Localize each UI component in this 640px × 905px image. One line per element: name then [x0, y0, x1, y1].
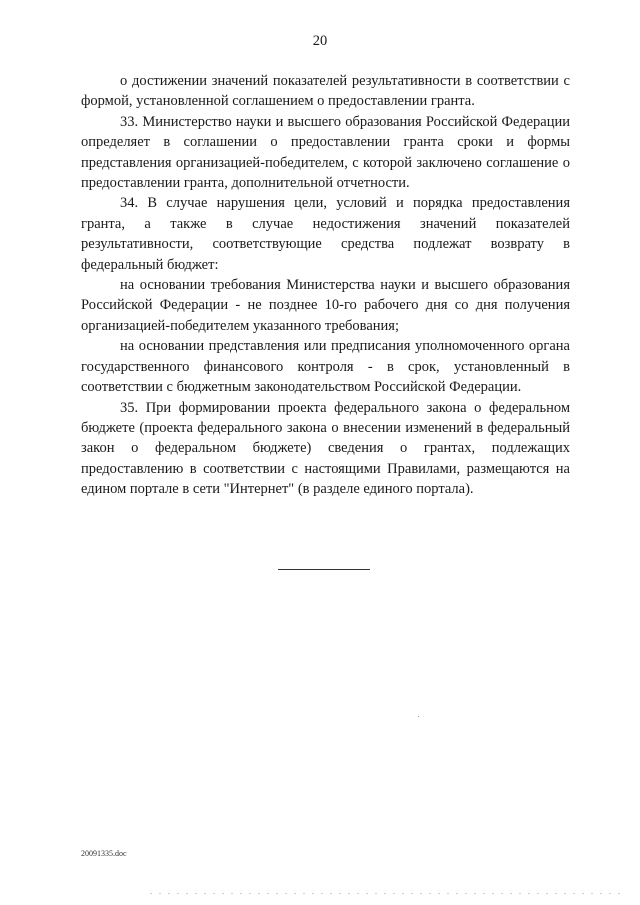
end-of-text-rule [278, 569, 370, 570]
paragraph-35: 35. При формировании проекта федерального закона о федеральном бюджете (проекта федерального закона о внесении изменений в федеральный закон о федеральном бюджете) сведения о грантах, подлежащих предоставлению в соответствии с настоящими Правилами, размещаются на едином портале в сети "Интернет" (в разделе единого портала). [81, 399, 570, 498]
document-file-id: 20091335.doc [81, 849, 127, 858]
scan-artifact [418, 716, 419, 717]
paragraph-34-item-2: на основании представления или предписания уполномоченного органа государственного финансового контроля - в срок, установленный в соответствии с бюджетным законодательством Российской Федерации. [81, 338, 570, 396]
document-body [81, 71, 570, 500]
paragraph-33: 33. Министерство науки и высшего образования Российской Федерации определяет в соглашении о предоставлении гранта сроки и формы представления организацией-победителем, с которой заключено соглашение о предоставлении гранта, дополнительной отчетности. [81, 113, 570, 192]
paragraph-34-item-1: на основании требования Министерства науки и высшего образования Российской Федерации - не позднее 10-го рабочего дня со дня получения организацией-победителем указанного требования; [81, 277, 570, 334]
page-number: 20 [312, 33, 328, 49]
paragraph-34: 34. В случае нарушения цели, условий и порядка предоставления гранта, а также в случае недостижения значений показателей результативности, соответствующие средства подлежат возврату в федеральный бюджет: [81, 195, 570, 273]
scan-noise-line [150, 893, 620, 894]
paragraph-continuation: о достижении значений показателей результативности в соответствии с формой, установленной соглашением о предоставлении гранта. [81, 73, 570, 110]
